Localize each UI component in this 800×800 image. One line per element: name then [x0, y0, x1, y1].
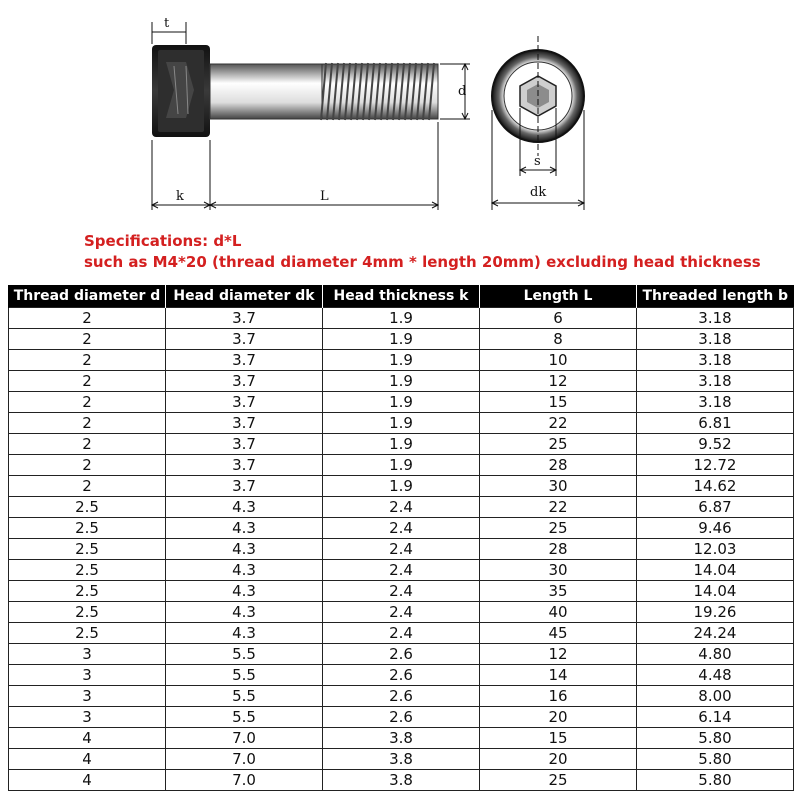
table-cell: 4.48 [637, 665, 794, 686]
table-cell: 3 [9, 686, 166, 707]
table-cell: 3.18 [637, 350, 794, 371]
table-cell: 1.9 [323, 350, 480, 371]
table-cell: 4.3 [166, 497, 323, 518]
table-cell: 1.9 [323, 308, 480, 329]
table-cell: 5.80 [637, 728, 794, 749]
table-row [9, 539, 794, 560]
table-cell: 3 [9, 707, 166, 728]
table-cell: 1.9 [323, 329, 480, 350]
table-cell: 12 [480, 371, 637, 392]
table-cell: 14.62 [637, 476, 794, 497]
table-cell: 2 [9, 329, 166, 350]
table-cell: 35 [480, 581, 637, 602]
table-cell: 8 [480, 329, 637, 350]
table-cell: 2.5 [9, 539, 166, 560]
table-cell: 5.5 [166, 707, 323, 728]
table-cell: 6.87 [637, 497, 794, 518]
table-cell: 20 [480, 707, 637, 728]
table-cell: 3.7 [166, 392, 323, 413]
table-row [9, 623, 794, 644]
table-cell: 2 [9, 350, 166, 371]
screw-head-side-view [152, 45, 210, 137]
table-cell: 3.7 [166, 329, 323, 350]
table-cell: 25 [480, 434, 637, 455]
table-cell: 3.8 [323, 770, 480, 791]
table-cell: 6 [480, 308, 637, 329]
table-cell: 1.9 [323, 413, 480, 434]
table-cell: 3.7 [166, 455, 323, 476]
table-cell: 5.80 [637, 749, 794, 770]
table-cell: 22 [480, 413, 637, 434]
table-cell: 1.9 [323, 392, 480, 413]
table-row [9, 518, 794, 539]
header-head-diameter: Head diameter dk [166, 285, 323, 308]
table-cell: 10 [480, 350, 637, 371]
table-row [9, 329, 794, 350]
table-row [9, 686, 794, 707]
table-cell: 2 [9, 455, 166, 476]
table-cell: 3 [9, 665, 166, 686]
table-row [9, 308, 794, 329]
spec-table [8, 285, 794, 791]
spec-example: such as M4*20 (thread diameter 4mm * length 20mm) excluding head thickness [84, 253, 761, 271]
table-cell: 14 [480, 665, 637, 686]
table-cell: 3.7 [166, 413, 323, 434]
table-cell: 3.7 [166, 350, 323, 371]
table-cell: 2 [9, 434, 166, 455]
table-cell: 16 [480, 686, 637, 707]
table-cell: 2.6 [323, 665, 480, 686]
header-length: Length L [480, 285, 637, 308]
table-cell: 24.24 [637, 623, 794, 644]
table-cell: 1.9 [323, 434, 480, 455]
table-cell: 9.46 [637, 518, 794, 539]
table-cell: 2 [9, 392, 166, 413]
table-row [9, 749, 794, 770]
label-k: k [176, 189, 184, 204]
table-row [9, 392, 794, 413]
table-cell: 3.18 [637, 371, 794, 392]
table-cell: 7.0 [166, 770, 323, 791]
table-cell: 4.3 [166, 518, 323, 539]
table-cell: 2.4 [323, 560, 480, 581]
table-cell: 2 [9, 476, 166, 497]
table-cell: 2.4 [323, 623, 480, 644]
table-row [9, 728, 794, 749]
table-cell: 4 [9, 749, 166, 770]
table-row [9, 770, 794, 791]
table-cell: 2.5 [9, 518, 166, 539]
table-cell: 14.04 [637, 560, 794, 581]
table-body [9, 308, 794, 791]
table-row [9, 434, 794, 455]
table-row [9, 707, 794, 728]
table-cell: 45 [480, 623, 637, 644]
table-cell: 2.5 [9, 581, 166, 602]
screw-shank [210, 64, 322, 119]
table-cell: 2.5 [9, 623, 166, 644]
table-cell: 28 [480, 455, 637, 476]
table-cell: 3.8 [323, 728, 480, 749]
table-cell: 1.9 [323, 476, 480, 497]
table-cell: 5.5 [166, 665, 323, 686]
table-cell: 12 [480, 644, 637, 665]
table-cell: 28 [480, 539, 637, 560]
table-cell: 4.3 [166, 581, 323, 602]
label-d: d [458, 84, 467, 99]
table-cell: 25 [480, 518, 637, 539]
table-cell: 20 [480, 749, 637, 770]
table-cell: 22 [480, 497, 637, 518]
table-cell: 4.3 [166, 539, 323, 560]
table-cell: 7.0 [166, 749, 323, 770]
table-cell: 4.3 [166, 560, 323, 581]
table-cell: 30 [480, 476, 637, 497]
table-cell: 4.3 [166, 623, 323, 644]
table-cell: 25 [480, 770, 637, 791]
table-cell: 12.72 [637, 455, 794, 476]
table-row [9, 560, 794, 581]
table-cell: 2.4 [323, 539, 480, 560]
table-cell: 6.14 [637, 707, 794, 728]
table-cell: 2.6 [323, 707, 480, 728]
table-cell: 2.4 [323, 602, 480, 623]
table-cell: 5.5 [166, 644, 323, 665]
table-cell: 12.03 [637, 539, 794, 560]
table-row [9, 455, 794, 476]
table-cell: 3.7 [166, 476, 323, 497]
table-row [9, 581, 794, 602]
table-cell: 2 [9, 308, 166, 329]
table-cell: 4.80 [637, 644, 794, 665]
label-L: L [320, 189, 329, 204]
table-cell: 19.26 [637, 602, 794, 623]
table-cell: 30 [480, 560, 637, 581]
table-cell: 40 [480, 602, 637, 623]
table-cell: 6.81 [637, 413, 794, 434]
table-cell: 2.4 [323, 518, 480, 539]
table-cell: 2.5 [9, 602, 166, 623]
table-cell: 3.7 [166, 371, 323, 392]
table-cell: 2.6 [323, 644, 480, 665]
screw-thread [321, 63, 438, 120]
table-row [9, 644, 794, 665]
label-s: s [534, 154, 541, 169]
table-cell: 3.7 [166, 308, 323, 329]
table-cell: 15 [480, 728, 637, 749]
header-head-thickness: Head thickness k [323, 285, 480, 308]
table-cell: 1.9 [323, 371, 480, 392]
table-cell: 15 [480, 392, 637, 413]
screw-diagram [0, 0, 800, 230]
table-cell: 8.00 [637, 686, 794, 707]
table-cell: 5.80 [637, 770, 794, 791]
table-cell: 7.0 [166, 728, 323, 749]
table-cell: 5.5 [166, 686, 323, 707]
table-cell: 4.3 [166, 602, 323, 623]
table-row [9, 413, 794, 434]
label-dk: dk [530, 185, 547, 200]
table-cell: 3.7 [166, 434, 323, 455]
table-cell: 2.5 [9, 560, 166, 581]
label-t: t [164, 16, 170, 31]
table-row [9, 497, 794, 518]
table-cell: 2.5 [9, 497, 166, 518]
table-row [9, 350, 794, 371]
table-cell: 3 [9, 644, 166, 665]
table-cell: 2 [9, 413, 166, 434]
table-cell: 3.18 [637, 308, 794, 329]
spec-title: Specifications: d*L [84, 232, 242, 250]
table-cell: 4 [9, 728, 166, 749]
table-cell: 2 [9, 371, 166, 392]
header-thread-diameter: Thread diameter d [9, 285, 166, 308]
table-cell: 3.18 [637, 392, 794, 413]
table-row [9, 665, 794, 686]
table-cell: 14.04 [637, 581, 794, 602]
table-header-row [9, 285, 794, 308]
table-cell: 2.4 [323, 497, 480, 518]
table-row [9, 371, 794, 392]
table-cell: 2.4 [323, 581, 480, 602]
table-row [9, 602, 794, 623]
table-cell: 3.18 [637, 329, 794, 350]
table-cell: 1.9 [323, 455, 480, 476]
table-row [9, 476, 794, 497]
header-threaded-length: Threaded length b [637, 285, 794, 308]
table-cell: 2.6 [323, 686, 480, 707]
table-cell: 3.8 [323, 749, 480, 770]
table-cell: 9.52 [637, 434, 794, 455]
table-cell: 4 [9, 770, 166, 791]
